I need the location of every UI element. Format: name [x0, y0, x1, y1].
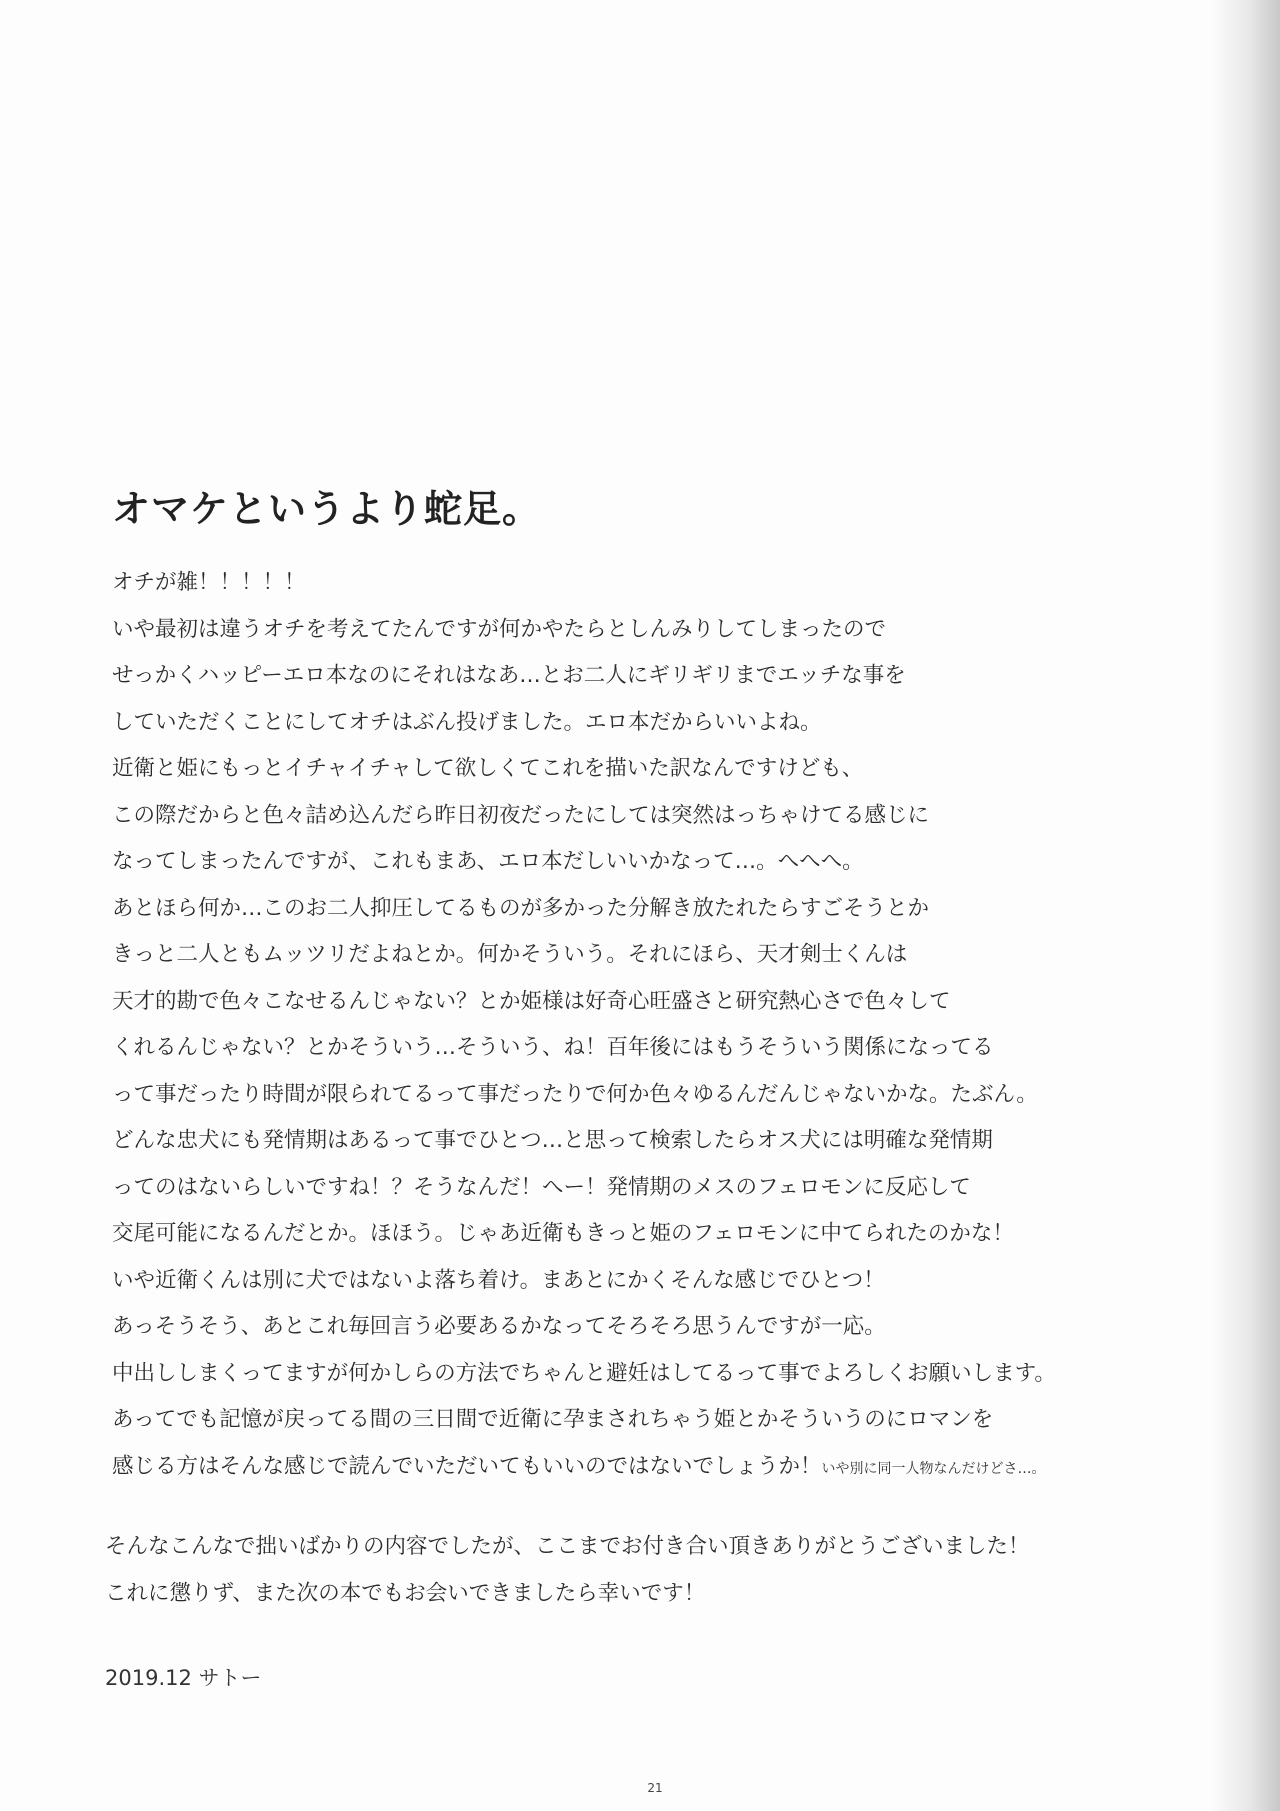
body-line: いや最初は違うオチを考えてたんですが何かやたらとしんみりしてしまったので	[112, 616, 887, 642]
body-line: あってでも記憶が戻ってる間の三日間で近衛に孕まされちゃう姫とかそういうのにロマンを	[112, 1407, 994, 1432]
body-line: 天才的勘で色々こなせるんじゃない？とか姫様は好奇心旺盛さと研究熱心さで色々して	[112, 988, 951, 1014]
body-line: ってのはないらしいですね！？そうなんだ！へー！発情期のメスのフェロモンに反応して	[112, 1174, 971, 1200]
closing-message	[105, 1523, 1115, 1617]
closing-line: そんなこんなで拙いばかりの内容でしたが、ここまでお付き合い頂きありがとうございました！	[105, 1534, 1030, 1559]
page-number: 21	[647, 1781, 663, 1795]
aside-note: いや別に同一人物なんだけどさ…。	[821, 1460, 1046, 1477]
body-line: 交尾可能になるんだとか。ほほう。じゃあ近衛もきっと姫のフェロモンに中てられたのかな！	[112, 1221, 1014, 1246]
body-line: きっと二人ともムッツリだよねとか。何かそういう。それにほら、天才剣士くんは	[112, 942, 908, 967]
afterword-body	[112, 560, 1112, 1490]
body-line: どんな忠犬にも発情期はあるって事でひとつ…と思って検索したらオス犬には明確な発情期	[112, 1128, 993, 1153]
body-line: 近衛と姫にもっとイチャイチャして欲しくてこれを描いた訳なんですけども、	[112, 756, 864, 781]
binding-edge-shadow	[1210, 0, 1280, 1811]
body-line: なってしまったんですが、これもまあ、エロ本だしいいかなって…。へへへ。	[112, 849, 864, 874]
body-line: くれるんじゃない？とかそういう…そういう、ね！百年後にはもうそういう関係になってる	[112, 1035, 994, 1060]
body-line-last	[112, 1444, 1112, 1491]
body-line: せっかくハッピーエロ本なのにそれはなあ…とお二人にギリギリまでエッチな事を	[112, 663, 906, 688]
body-line: あとほら何か…このお二人抑圧してるものが多かった分解き放たれたらすごそうとか	[112, 895, 930, 921]
closing-line: これに懲りず、また次の本でもお会いできましたら幸いです！	[105, 1581, 706, 1606]
body-line: いや近衛くんは別に犬ではないよ落ち着け。まあとにかくそんな感じでひとつ！	[112, 1267, 885, 1293]
page-title: オマケというより蛇足。	[112, 486, 542, 531]
body-line: オチが雑！！！！！	[112, 570, 306, 595]
body-line: 中出ししまくってますが何かしらの方法でちゃんと避妊はしてるって事でよろしくお願いします。	[112, 1360, 1056, 1386]
body-line: この際だからと色々詰め込んだら昨日初夜だったにしては突然はっちゃけてる感じに	[112, 802, 930, 828]
body-line: あっそうそう、あとこれ毎回言う必要あるかなってそろそろ思うんですが一応。	[112, 1314, 886, 1339]
body-line: していただくことにしてオチはぶん投げました。エロ本だからいいよね。	[112, 709, 822, 735]
signature: 2019.12 サトー	[105, 1666, 262, 1690]
body-line-last-text: 感じる方はそんな感じで読んでいただいてもいいのではないでしょうか！	[112, 1453, 822, 1479]
body-line: って事だったり時間が限られてるって事だったりで何か色々ゆるんだんじゃないかな。たぶん。	[112, 1081, 1038, 1107]
